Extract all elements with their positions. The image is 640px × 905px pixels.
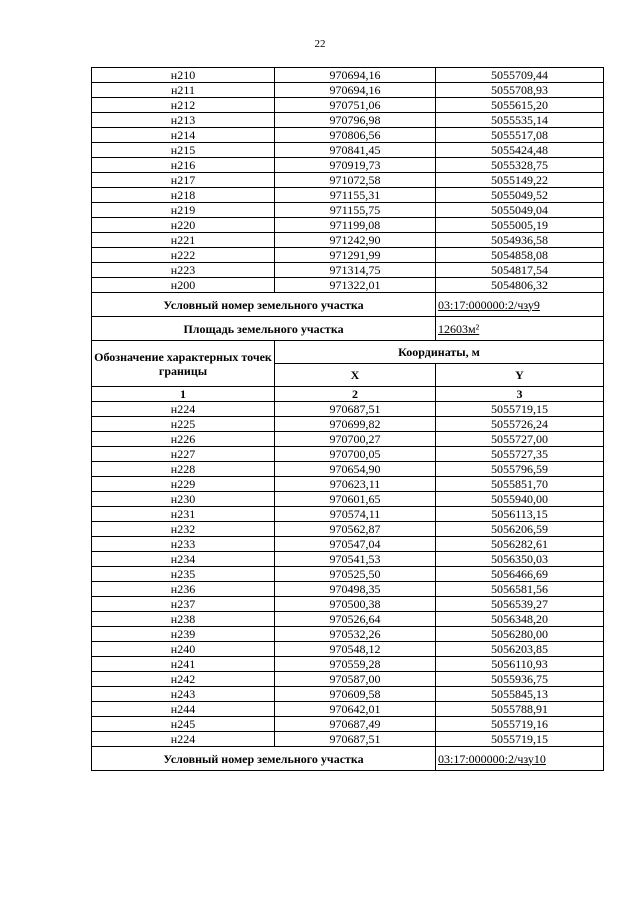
point-name-cell: н245 — [92, 717, 275, 732]
table-row — [92, 507, 604, 522]
point-name-cell: н215 — [92, 143, 275, 158]
y-coordinate-cell: 5055517,08 — [436, 128, 604, 143]
table-row — [92, 263, 604, 278]
x-coordinate-cell: 970751,06 — [275, 98, 436, 113]
point-name-cell: н243 — [92, 687, 275, 702]
table2-body — [92, 402, 604, 747]
x-coordinate-cell: 970806,56 — [275, 128, 436, 143]
x-coordinate-cell: 970525,50 — [275, 567, 436, 582]
table2-header — [92, 341, 604, 402]
point-name-cell: н216 — [92, 158, 275, 173]
point-name-cell: н228 — [92, 462, 275, 477]
x-coordinate-cell: 970609,58 — [275, 687, 436, 702]
column-number-3: 3 — [436, 387, 604, 402]
x-coordinate-cell: 970654,90 — [275, 462, 436, 477]
y-coordinate-cell: 5056206,59 — [436, 522, 604, 537]
x-coordinate-cell: 970498,35 — [275, 582, 436, 597]
table-row — [92, 248, 604, 263]
y-coordinate-cell: 5055149,22 — [436, 173, 604, 188]
y-coordinate-cell: 5055845,13 — [436, 687, 604, 702]
point-name-cell: н240 — [92, 642, 275, 657]
x-coordinate-cell: 970547,04 — [275, 537, 436, 552]
y-coordinate-cell: 5055719,15 — [436, 402, 604, 417]
x-coordinate-cell: 970919,73 — [275, 158, 436, 173]
y-coordinate-cell: 5055424,48 — [436, 143, 604, 158]
x-coordinate-cell: 970687,51 — [275, 402, 436, 417]
y-coordinate-cell: 5055535,14 — [436, 113, 604, 128]
point-name-cell: н244 — [92, 702, 275, 717]
point-name-cell: н226 — [92, 432, 275, 447]
point-name-cell: н212 — [92, 98, 275, 113]
table-row — [92, 158, 604, 173]
point-name-cell: н238 — [92, 612, 275, 627]
table-row — [92, 173, 604, 188]
y-coordinate-cell: 5055049,04 — [436, 203, 604, 218]
y-coordinate-cell: 5056581,56 — [436, 582, 604, 597]
x-coordinate-cell: 970642,01 — [275, 702, 436, 717]
x-coordinate-cell: 971322,01 — [275, 278, 436, 293]
point-name-cell: н224 — [92, 402, 275, 417]
table-row — [92, 567, 604, 582]
point-name-cell: н235 — [92, 567, 275, 582]
point-name-cell: н223 — [92, 263, 275, 278]
table-row — [92, 402, 604, 417]
table-row — [92, 143, 604, 158]
table-row — [92, 732, 604, 747]
x-coordinate-cell: 970541,53 — [275, 552, 436, 567]
table-row — [92, 203, 604, 218]
x-column-header: X — [275, 364, 436, 387]
parcel-number-label: Условный номер земельного участка — [92, 293, 436, 317]
point-name-cell: н239 — [92, 627, 275, 642]
x-coordinate-cell: 970574,11 — [275, 507, 436, 522]
point-name-cell: н234 — [92, 552, 275, 567]
point-name-cell: н231 — [92, 507, 275, 522]
x-coordinate-cell: 971155,75 — [275, 203, 436, 218]
parcel-area-label: Площадь земельного участка — [92, 317, 436, 341]
header-row-1 — [92, 341, 604, 364]
y-coordinate-cell: 5055851,70 — [436, 477, 604, 492]
y-coordinate-cell: 5055936,75 — [436, 672, 604, 687]
table-row — [92, 447, 604, 462]
x-coordinate-cell: 970841,45 — [275, 143, 436, 158]
point-name-cell: н221 — [92, 233, 275, 248]
point-name-cell: н211 — [92, 83, 275, 98]
point-name-cell: н230 — [92, 492, 275, 507]
table-row — [92, 432, 604, 447]
x-coordinate-cell: 970623,11 — [275, 477, 436, 492]
y-coordinate-cell: 5055709,44 — [436, 68, 604, 83]
parcel-area-value: 12603м² — [436, 317, 604, 341]
coordinates-table — [91, 67, 604, 771]
x-coordinate-cell: 970587,00 — [275, 672, 436, 687]
y-coordinate-cell: 5055615,20 — [436, 98, 604, 113]
y-coordinate-cell: 5055727,35 — [436, 447, 604, 462]
x-coordinate-cell: 971314,75 — [275, 263, 436, 278]
x-coordinate-cell: 970700,05 — [275, 447, 436, 462]
y-coordinate-cell: 5055719,16 — [436, 717, 604, 732]
x-coordinate-cell: 970532,26 — [275, 627, 436, 642]
coords-column-header: Координаты, м — [275, 341, 604, 364]
y-coordinate-cell: 5055708,93 — [436, 83, 604, 98]
y-coordinate-cell: 5055719,15 — [436, 732, 604, 747]
x-coordinate-cell: 970694,16 — [275, 83, 436, 98]
x-coordinate-cell: 970562,87 — [275, 522, 436, 537]
y-coordinate-cell: 5054817,54 — [436, 263, 604, 278]
x-coordinate-cell: 970796,98 — [275, 113, 436, 128]
page-number: 22 — [314, 38, 326, 50]
table-row — [92, 702, 604, 717]
column-numbers-row — [92, 387, 604, 402]
parcel-number-value: 03:17:000000:2/чзу9 — [436, 293, 604, 317]
y-coordinate-cell: 5055940,00 — [436, 492, 604, 507]
y-coordinate-cell: 5056350,03 — [436, 552, 604, 567]
point-name-cell: н214 — [92, 128, 275, 143]
table-row — [92, 462, 604, 477]
table-row — [92, 278, 604, 293]
y-coordinate-cell: 5056466,69 — [436, 567, 604, 582]
points-column-header: Обозначение характерных точек границы — [92, 341, 275, 387]
parcel1-area-row — [92, 317, 604, 341]
point-name-cell: н233 — [92, 537, 275, 552]
table-row — [92, 83, 604, 98]
table-row — [92, 218, 604, 233]
x-coordinate-cell: 970687,49 — [275, 717, 436, 732]
point-name-cell: н220 — [92, 218, 275, 233]
table-row — [92, 612, 604, 627]
table-row — [92, 597, 604, 612]
table-row — [92, 537, 604, 552]
x-coordinate-cell: 971072,58 — [275, 173, 436, 188]
y-coordinate-cell: 5056203,85 — [436, 642, 604, 657]
point-name-cell: н227 — [92, 447, 275, 462]
point-name-cell: н210 — [92, 68, 275, 83]
y-coordinate-cell: 5054858,08 — [436, 248, 604, 263]
table-row — [92, 128, 604, 143]
table-row — [92, 68, 604, 83]
x-coordinate-cell: 971242,90 — [275, 233, 436, 248]
y-column-header: Y — [436, 364, 604, 387]
table-row — [92, 188, 604, 203]
x-coordinate-cell: 970548,12 — [275, 642, 436, 657]
table-row — [92, 657, 604, 672]
point-name-cell: н224 — [92, 732, 275, 747]
point-name-cell: н229 — [92, 477, 275, 492]
y-coordinate-cell: 5056348,20 — [436, 612, 604, 627]
y-coordinate-cell: 5056539,27 — [436, 597, 604, 612]
table-row — [92, 522, 604, 537]
parcel1-info — [92, 293, 604, 341]
x-coordinate-cell: 970700,27 — [275, 432, 436, 447]
column-number-1: 1 — [92, 387, 275, 402]
table-row — [92, 477, 604, 492]
x-coordinate-cell: 970699,82 — [275, 417, 436, 432]
y-coordinate-cell: 5056110,93 — [436, 657, 604, 672]
table-row — [92, 687, 604, 702]
x-coordinate-cell: 970694,16 — [275, 68, 436, 83]
point-name-cell: н225 — [92, 417, 275, 432]
x-coordinate-cell: 971291,99 — [275, 248, 436, 263]
point-name-cell: н218 — [92, 188, 275, 203]
table-row — [92, 98, 604, 113]
table-row — [92, 717, 604, 732]
parcel1-number-row — [92, 293, 604, 317]
y-coordinate-cell: 5056113,15 — [436, 507, 604, 522]
y-coordinate-cell: 5055788,91 — [436, 702, 604, 717]
parcel-number-label: Условный номер земельного участка — [92, 747, 436, 771]
point-name-cell: н222 — [92, 248, 275, 263]
x-coordinate-cell: 970559,28 — [275, 657, 436, 672]
point-name-cell: н213 — [92, 113, 275, 128]
point-name-cell: н232 — [92, 522, 275, 537]
y-coordinate-cell: 5054806,32 — [436, 278, 604, 293]
table-row — [92, 113, 604, 128]
point-name-cell: н237 — [92, 597, 275, 612]
point-name-cell: н219 — [92, 203, 275, 218]
y-coordinate-cell: 5055328,75 — [436, 158, 604, 173]
y-coordinate-cell: 5054936,58 — [436, 233, 604, 248]
y-coordinate-cell: 5056280,00 — [436, 627, 604, 642]
y-coordinate-cell: 5055726,24 — [436, 417, 604, 432]
point-name-cell: н241 — [92, 657, 275, 672]
y-coordinate-cell: 5055049,52 — [436, 188, 604, 203]
table-row — [92, 627, 604, 642]
y-coordinate-cell: 5055727,00 — [436, 432, 604, 447]
x-coordinate-cell: 971199,08 — [275, 218, 436, 233]
table-row — [92, 233, 604, 248]
table-row — [92, 642, 604, 657]
point-name-cell: н242 — [92, 672, 275, 687]
x-coordinate-cell: 970601,65 — [275, 492, 436, 507]
table1-body — [92, 68, 604, 293]
parcel-number-value: 03:17:000000:2/чзу10 — [436, 747, 604, 771]
point-name-cell: н217 — [92, 173, 275, 188]
table-row — [92, 492, 604, 507]
table-row — [92, 582, 604, 597]
x-coordinate-cell: 970500,38 — [275, 597, 436, 612]
table-row — [92, 417, 604, 432]
point-name-cell: н236 — [92, 582, 275, 597]
column-number-2: 2 — [275, 387, 436, 402]
table-row — [92, 672, 604, 687]
y-coordinate-cell: 5055005,19 — [436, 218, 604, 233]
x-coordinate-cell: 970526,64 — [275, 612, 436, 627]
point-name-cell: н200 — [92, 278, 275, 293]
y-coordinate-cell: 5055796,59 — [436, 462, 604, 477]
x-coordinate-cell: 970687,51 — [275, 732, 436, 747]
parcel2-info — [92, 747, 604, 771]
x-coordinate-cell: 971155,31 — [275, 188, 436, 203]
y-coordinate-cell: 5056282,61 — [436, 537, 604, 552]
parcel2-number-row — [92, 747, 604, 771]
table-row — [92, 552, 604, 567]
